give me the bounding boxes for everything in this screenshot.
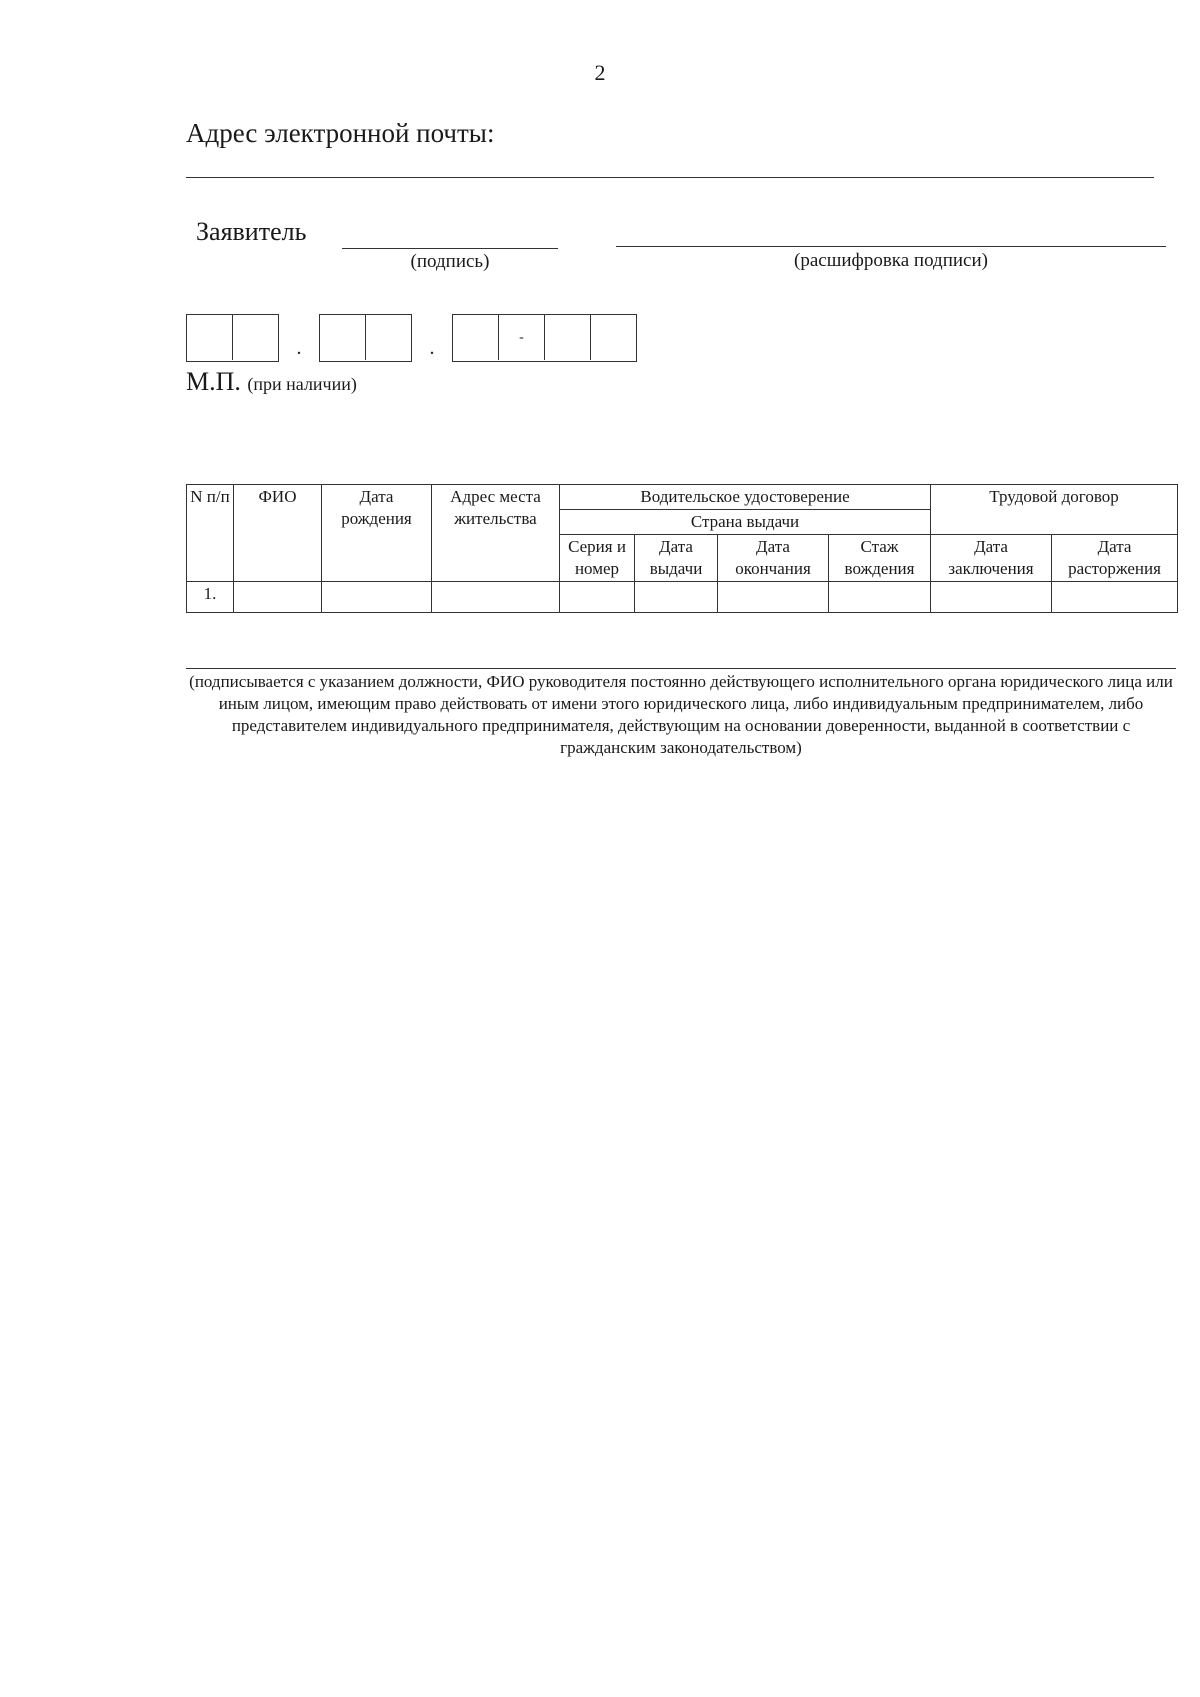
signature-caption: (подпись) — [410, 251, 490, 272]
cell-series-number[interactable] — [560, 582, 635, 613]
footer-signature-line[interactable] — [186, 668, 1176, 669]
header-birth-date: Дата рождения — [322, 485, 432, 582]
header-expiry-date: Дата окончания — [718, 535, 829, 582]
date-month-digit-2[interactable] — [366, 315, 411, 360]
date-separator: . — [296, 337, 302, 359]
header-contract-group: Трудовой договор — [931, 485, 1178, 535]
cell-address[interactable] — [432, 582, 560, 613]
date-field — [186, 314, 637, 362]
stamp-note: (при наличии) — [247, 374, 357, 394]
cell-issue-date[interactable] — [635, 582, 718, 613]
header-issue-date: Дата выдачи — [635, 535, 718, 582]
header-num: N п/п — [187, 485, 234, 582]
stamp-label — [186, 367, 357, 397]
date-year-digit-2[interactable] — [499, 315, 545, 360]
drivers-table — [186, 484, 1178, 613]
cell-birth-date[interactable] — [322, 582, 432, 613]
date-year-group — [452, 314, 637, 362]
date-year-digit-3[interactable] — [545, 315, 591, 360]
date-year-digit-1[interactable] — [453, 315, 499, 360]
header-license-group: Водительское удостоверение — [560, 485, 931, 510]
applicant-label: Заявитель — [196, 217, 307, 246]
email-label: Адрес электронной почты: — [186, 118, 495, 148]
header-driving-experience: Стаж вождения — [829, 535, 931, 582]
header-series-number: Серия и номер — [560, 535, 635, 582]
date-separator: . — [429, 337, 435, 359]
footer-note: (подписывается с указанием должности, ФИО руководителя постоянно действующего исполнительного органа юридического лица или иным лицом, имеющим право действовать от имени этого юридического лица, либо индивидуальным предпринимателем, либо представителем индивидуального предпринимателя, действующим на основании доверенности, выданной в соответствии с гражданским законодательством) — [189, 672, 1173, 757]
cell-fio[interactable] — [234, 582, 322, 613]
page-number: 2 — [594, 60, 606, 85]
signature-line[interactable] — [342, 248, 558, 249]
date-year-mark: - — [519, 329, 524, 345]
cell-driving-experience[interactable] — [829, 582, 931, 613]
header-address: Адрес места жительства — [432, 485, 560, 582]
signature-decoding-line[interactable] — [616, 246, 1166, 247]
stamp-abbr: М.П. — [186, 367, 241, 396]
date-day-digit-2[interactable] — [233, 315, 278, 360]
date-month-digit-1[interactable] — [320, 315, 366, 360]
header-conclusion-date: Дата заключения — [931, 535, 1052, 582]
date-year-digit-4[interactable] — [591, 315, 636, 360]
header-termination-date: Дата расторжения — [1052, 535, 1178, 582]
header-fio: ФИО — [234, 485, 322, 582]
table-row — [187, 582, 1178, 613]
cell-conclusion-date[interactable] — [931, 582, 1052, 613]
cell-termination-date[interactable] — [1052, 582, 1178, 613]
date-day-digit-1[interactable] — [187, 315, 233, 360]
cell-num: 1. — [187, 582, 234, 613]
cell-expiry-date[interactable] — [718, 582, 829, 613]
email-input-line[interactable] — [186, 177, 1154, 178]
signature-decoding-caption: (расшифровка подписи) — [794, 250, 988, 271]
date-month-group — [319, 314, 412, 362]
header-issue-country: Страна выдачи — [560, 510, 931, 535]
date-day-group — [186, 314, 279, 362]
